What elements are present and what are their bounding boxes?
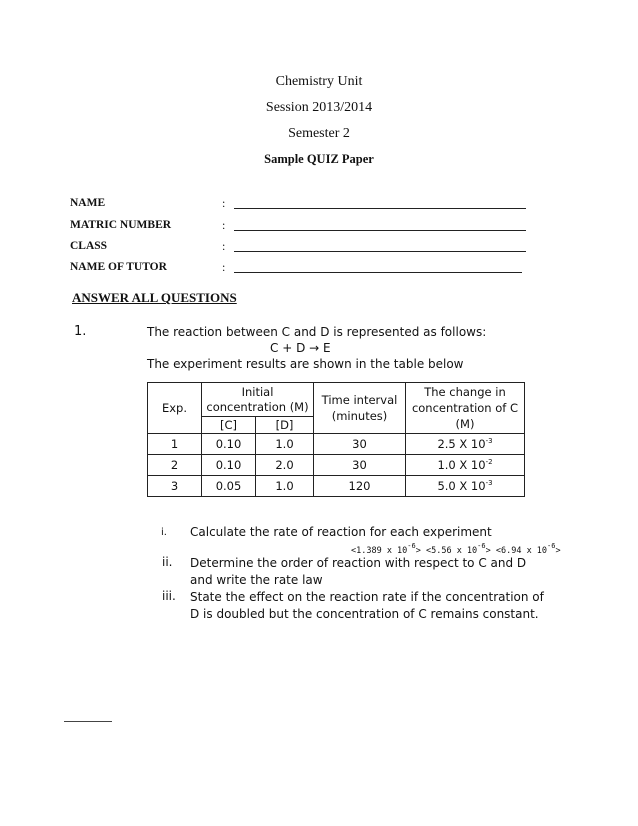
table-row (148, 434, 525, 455)
class-label: CLASS (70, 240, 108, 252)
answer-2-exp: -6 (477, 542, 486, 550)
tutor-field[interactable] (234, 272, 522, 273)
change-exponent: -2 (485, 458, 493, 466)
reaction-equation: C + D → E (270, 341, 331, 355)
table-intro: The experiment results are shown in the table below (147, 357, 464, 371)
cell-change (406, 476, 525, 497)
name-colon: : (222, 196, 226, 210)
header-c: [C] (202, 417, 256, 434)
cell-c: 0.05 (202, 476, 256, 497)
matric-number-label: MATRIC NUMBER (70, 219, 172, 231)
change-base: 1.0 X 10 (437, 458, 486, 472)
name-label: NAME (70, 197, 106, 209)
cell-time: 30 (314, 455, 406, 476)
instruction-heading: ANSWER ALL QUESTIONS (72, 290, 237, 305)
table-row (148, 455, 525, 476)
cell-time: 30 (314, 434, 406, 455)
table-row (148, 476, 525, 497)
header-d: [D] (256, 417, 314, 434)
question-number: 1. (74, 324, 87, 339)
subquestion-number-ii: ii. (162, 555, 173, 569)
tutor-colon: : (222, 260, 226, 274)
cell-d: 2.0 (256, 455, 314, 476)
cell-exp: 3 (148, 476, 202, 497)
header-semester: Semester 2 (288, 126, 350, 141)
cell-time: 120 (314, 476, 406, 497)
cell-change (406, 434, 525, 455)
class-field[interactable] (234, 251, 526, 252)
subquestion-text-iii: State the effect on the reaction rate if the concentration of D is doubled but the concentration of C remains constant. (190, 590, 544, 621)
tutor-label: NAME OF TUTOR (70, 261, 167, 273)
answer-1-end: > (415, 546, 421, 556)
change-base: 2.5 X 10 (437, 437, 486, 451)
answer-3-base: <6.94 x 10 (495, 546, 548, 556)
header-initial-concentration: Initial concentration (M) (202, 383, 314, 417)
cell-exp: 1 (148, 434, 202, 455)
answer-2-end: > (485, 546, 491, 556)
question-intro: The reaction between C and D is represented as follows: (147, 325, 487, 339)
cell-d: 1.0 (256, 476, 314, 497)
class-colon: : (222, 239, 226, 253)
subquestion-number-i: i. (161, 527, 167, 538)
cell-change (406, 455, 525, 476)
answer-3-exp: -6 (547, 542, 556, 550)
cell-exp: 2 (148, 455, 202, 476)
change-base: 5.0 X 10 (437, 479, 486, 493)
cell-c: 0.10 (202, 434, 256, 455)
header-exp: Exp. (148, 383, 202, 434)
cell-d: 1.0 (256, 434, 314, 455)
subquestion-text-i: Calculate the rate of reaction for each experiment (190, 525, 492, 539)
cell-c: 0.10 (202, 455, 256, 476)
answer-hints (351, 542, 561, 556)
footnote-separator (64, 721, 112, 722)
change-exponent: -3 (485, 479, 493, 487)
answer-2-base: <5.56 x 10 (425, 546, 478, 556)
matric-number-field[interactable] (234, 230, 526, 231)
subquestion-text-ii: Determine the order of reaction with respect to C and D and write the rate law (190, 556, 527, 587)
matric-number-colon: : (222, 218, 226, 232)
answer-1-exp: -6 (407, 542, 416, 550)
results-table (147, 382, 525, 497)
subquestion-number-iii: iii. (162, 589, 176, 603)
answer-3-end: > (555, 546, 561, 556)
header-change-concentration: The change in concentration of C (M) (406, 383, 525, 434)
header-session: Session 2013/2014 (265, 100, 373, 115)
change-exponent: -3 (485, 437, 493, 445)
answer-1-base: <1.389 x 10 (351, 546, 408, 556)
name-field[interactable] (234, 208, 526, 209)
header-paper-title: Sample QUIZ Paper (264, 152, 374, 166)
header-unit: Chemistry Unit (275, 74, 363, 89)
header-time-interval: Time interval (minutes) (314, 383, 406, 434)
